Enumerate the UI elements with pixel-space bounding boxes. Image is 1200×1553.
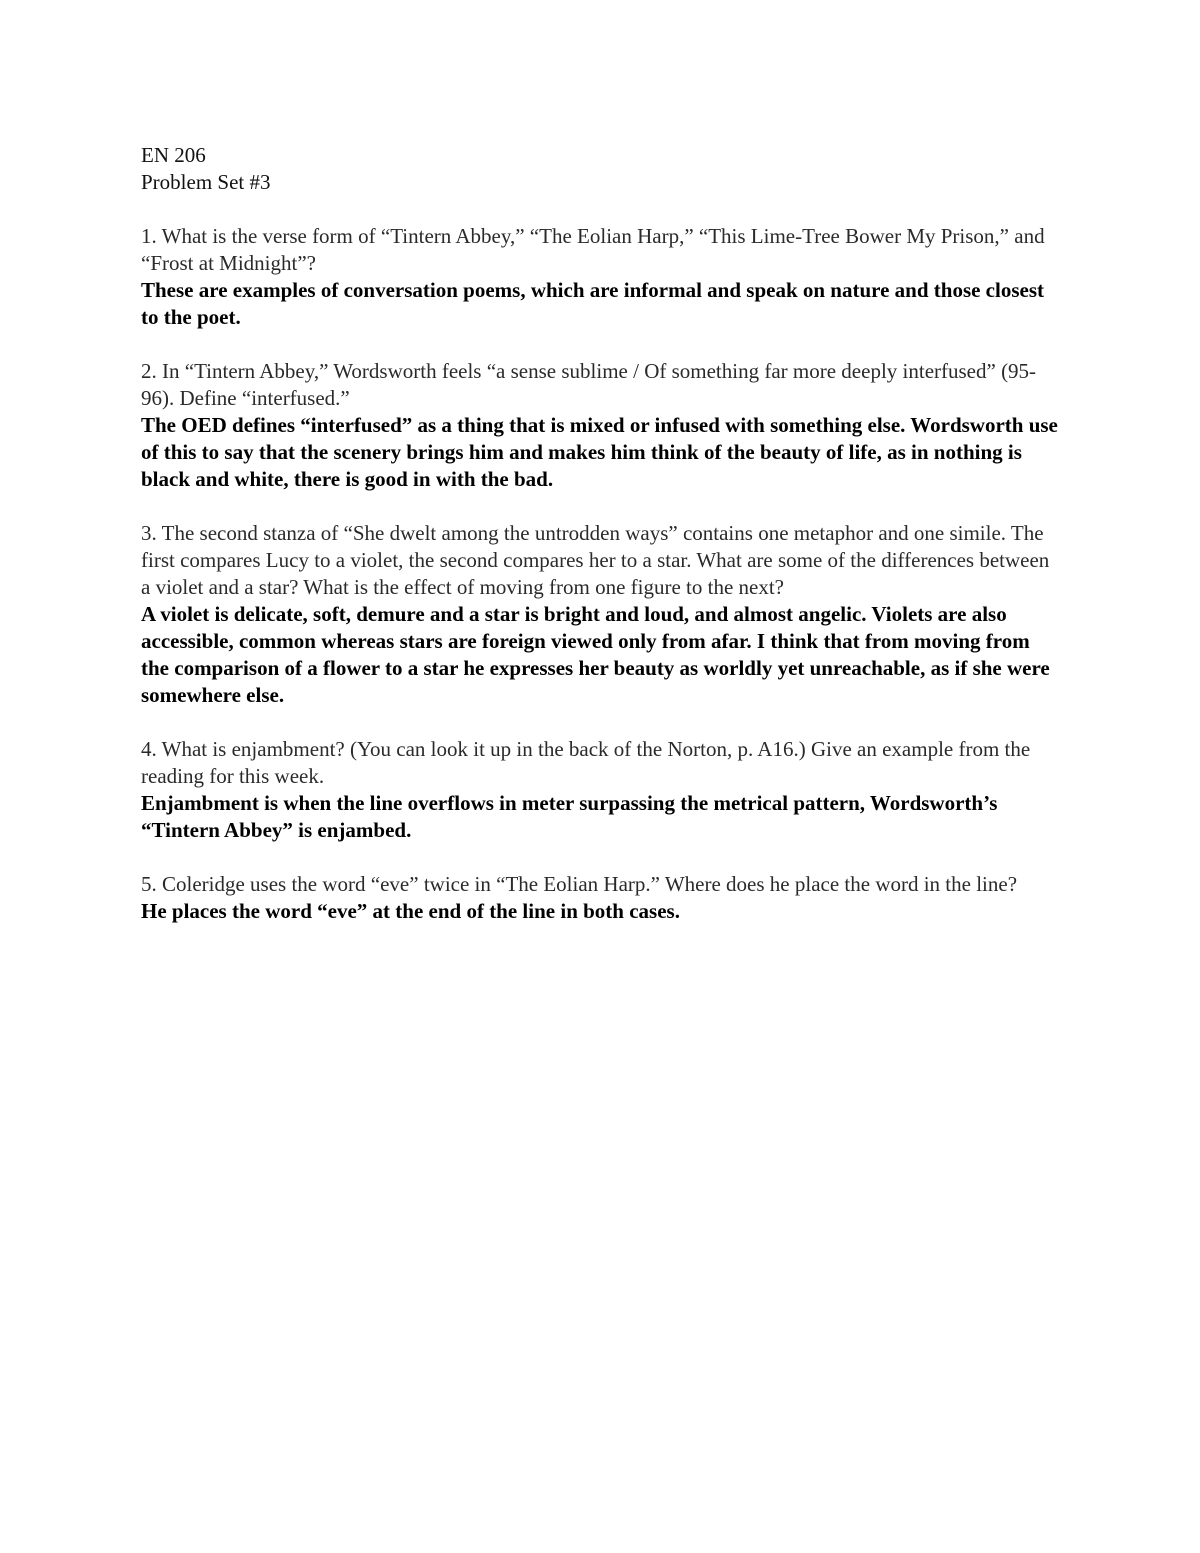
question-block-4 — [141, 736, 1061, 844]
spacer — [141, 844, 1061, 871]
spacer — [141, 331, 1061, 358]
answer-text: These are examples of conversation poems, which are informal and speak on nature and those closest to the poet. — [141, 278, 1044, 329]
spacer — [141, 709, 1061, 736]
question-block-2 — [141, 358, 1061, 493]
question-block-1 — [141, 223, 1061, 331]
question-text: 2. In “Tintern Abbey,” Wordsworth feels “a sense sublime / Of something far more deeply interfused” (95-96). Define “interfused.” — [141, 359, 1037, 410]
spacer — [141, 493, 1061, 520]
spacer — [141, 196, 1061, 223]
document-title: Problem Set #3 — [141, 170, 271, 194]
answer-text: He places the word “eve” at the end of the line in both cases. — [141, 899, 680, 923]
question-text: 5. Coleridge uses the word “eve” twice in “The Eolian Harp.” Where does he place the word in the line? — [141, 872, 1018, 896]
question-text: 1. What is the verse form of “Tintern Abbey,” “The Eolian Harp,” “This Lime-Tree Bower My Prison,” and “Frost at Midnight”? — [141, 224, 1045, 275]
course-code: EN 206 — [141, 143, 206, 167]
question-block-5 — [141, 871, 1061, 925]
document-body — [141, 142, 1061, 925]
question-block-3 — [141, 520, 1061, 709]
question-text: 4. What is enjambment? (You can look it up in the back of the Norton, p. A16.) Give an example from the reading for this week. — [141, 737, 1031, 788]
answer-text: A violet is delicate, soft, demure and a star is bright and loud, and almost angelic. Violets are also accessible, common whereas stars are foreign viewed only from afar. I think that from moving from the comparison of a flower to a star he expresses her beauty as worldly yet unreachable, as if she were somewhere else. — [141, 602, 1050, 707]
question-text: 3. The second stanza of “She dwelt among the untrodden ways” contains one metaphor and one simile. The first compares Lucy to a violet, the second compares her to a star. What are some of the differences between a violet and a star? What is the effect of moving from one figure to the next? — [141, 521, 1050, 599]
answer-text: The OED defines “interfused” as a thing that is mixed or infused with something else. Wordsworth use of this to say that the scenery brings him and makes him think of the beauty of life, as in nothing is black and white, there is good in with the bad. — [141, 413, 1058, 491]
answer-text: Enjambment is when the line overflows in meter surpassing the metrical pattern, Wordsworth’s “Tintern Abbey” is enjambed. — [141, 791, 998, 842]
